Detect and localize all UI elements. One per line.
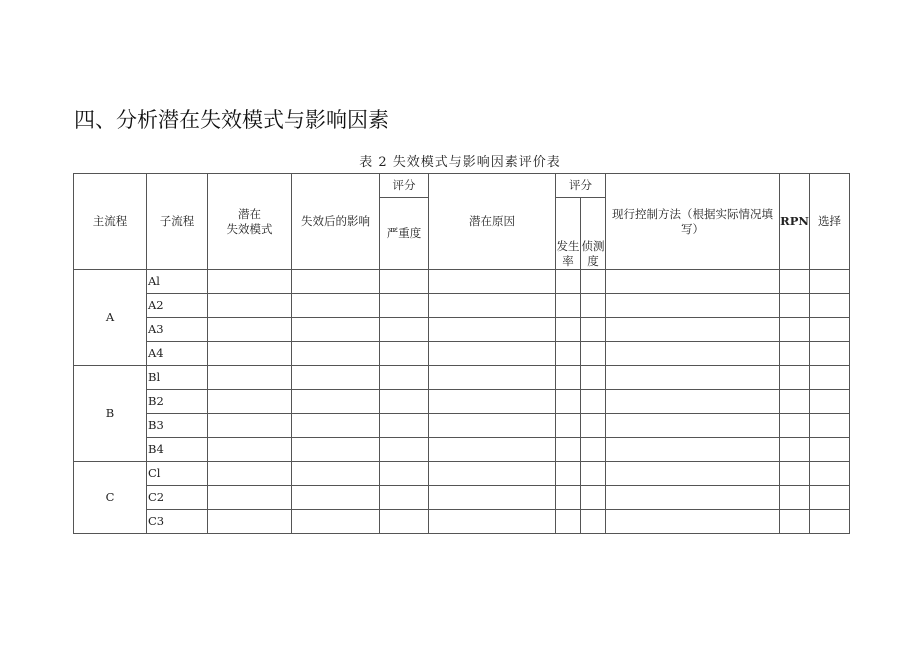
table-caption: 表 2 失效模式与影响因素评价表 (359, 155, 561, 170)
severity-cell[interactable] (380, 318, 429, 342)
sub-process-cell: Al (147, 270, 208, 294)
severity-cell[interactable] (380, 366, 429, 390)
header-detection-top: 侦测 (581, 239, 605, 253)
select-cell[interactable] (810, 510, 850, 534)
failure-mode-cell[interactable] (208, 342, 292, 366)
failure-mode-cell[interactable] (208, 294, 292, 318)
header-rpn: RPN (780, 174, 810, 270)
control-method-cell[interactable] (606, 438, 780, 462)
sub-process-cell: Cl (147, 462, 208, 486)
sub-process-cell: B2 (147, 390, 208, 414)
rpn-cell[interactable] (780, 270, 810, 294)
control-method-cell[interactable] (606, 510, 780, 534)
table-row (74, 510, 850, 534)
failure-mode-cell[interactable] (208, 366, 292, 390)
failure-mode-cell[interactable] (208, 270, 292, 294)
header-cause: 潜在原因 (429, 174, 556, 270)
severity-cell[interactable] (380, 390, 429, 414)
severity-cell[interactable] (380, 510, 429, 534)
rpn-cell[interactable] (780, 438, 810, 462)
fmea-table (73, 173, 850, 534)
occurrence-cell[interactable] (556, 414, 581, 438)
header-potential-line1: 潜在 (238, 206, 261, 221)
detection-cell[interactable] (581, 318, 606, 342)
header-select: 选择 (810, 174, 850, 270)
main-process-cell: B (74, 366, 147, 462)
header-main-process: 主流程 (74, 174, 147, 270)
rpn-cell[interactable] (780, 486, 810, 510)
sub-process-cell: C2 (147, 486, 208, 510)
failure-mode-cell[interactable] (208, 414, 292, 438)
detection-cell[interactable] (581, 390, 606, 414)
effect-cell[interactable] (292, 486, 380, 510)
occurrence-cell[interactable] (556, 390, 581, 414)
table-row (74, 438, 850, 462)
rpn-cell[interactable] (780, 318, 810, 342)
header-sub-process: 子流程 (147, 174, 208, 270)
header-detection-bottom: 度 (587, 254, 599, 268)
occurrence-cell[interactable] (556, 366, 581, 390)
sub-process-cell: Bl (147, 366, 208, 390)
header-rating-2: 评分 (556, 174, 606, 198)
occurrence-cell[interactable] (556, 318, 581, 342)
select-cell[interactable] (810, 438, 850, 462)
occurrence-cell[interactable] (556, 486, 581, 510)
sub-process-cell: C3 (147, 510, 208, 534)
detection-cell[interactable] (581, 294, 606, 318)
control-method-cell[interactable] (606, 414, 780, 438)
occurrence-cell[interactable] (556, 510, 581, 534)
rpn-cell[interactable] (780, 462, 810, 486)
control-method-cell[interactable] (606, 390, 780, 414)
cause-cell[interactable] (429, 270, 556, 294)
select-cell[interactable] (810, 318, 850, 342)
detection-cell[interactable] (581, 486, 606, 510)
header-effect: 失效后的影响 (292, 174, 380, 270)
failure-mode-cell[interactable] (208, 438, 292, 462)
sub-process-cell: B3 (147, 414, 208, 438)
effect-cell[interactable] (292, 462, 380, 486)
severity-cell[interactable] (380, 462, 429, 486)
cause-cell[interactable] (429, 366, 556, 390)
effect-cell[interactable] (292, 366, 380, 390)
cause-cell[interactable] (429, 510, 556, 534)
severity-cell[interactable] (380, 294, 429, 318)
cause-cell[interactable] (429, 486, 556, 510)
header-detection (581, 198, 606, 270)
select-cell[interactable] (810, 486, 850, 510)
rpn-cell[interactable] (780, 510, 810, 534)
detection-cell[interactable] (581, 414, 606, 438)
severity-cell[interactable] (380, 270, 429, 294)
control-method-cell[interactable] (606, 366, 780, 390)
table-row (74, 414, 850, 438)
failure-mode-cell[interactable] (208, 510, 292, 534)
effect-cell[interactable] (292, 390, 380, 414)
select-cell[interactable] (810, 342, 850, 366)
occurrence-cell[interactable] (556, 294, 581, 318)
table-row (74, 366, 850, 390)
effect-cell[interactable] (292, 342, 380, 366)
detection-cell[interactable] (581, 438, 606, 462)
sub-process-cell: A3 (147, 318, 208, 342)
detection-cell[interactable] (581, 342, 606, 366)
header-potential-line2: 失效模式 (226, 221, 273, 236)
cause-cell[interactable] (429, 414, 556, 438)
header-rating-1: 评分 (380, 174, 429, 198)
severity-cell[interactable] (380, 486, 429, 510)
control-method-cell[interactable] (606, 270, 780, 294)
control-method-cell[interactable] (606, 342, 780, 366)
effect-cell[interactable] (292, 294, 380, 318)
effect-cell[interactable] (292, 270, 380, 294)
header-occurrence-bottom: 率 (562, 254, 574, 268)
occurrence-cell[interactable] (556, 438, 581, 462)
effect-cell[interactable] (292, 318, 380, 342)
effect-cell[interactable] (292, 510, 380, 534)
detection-cell[interactable] (581, 510, 606, 534)
cause-cell[interactable] (429, 438, 556, 462)
effect-cell[interactable] (292, 414, 380, 438)
select-cell[interactable] (810, 366, 850, 390)
select-cell[interactable] (810, 390, 850, 414)
select-cell[interactable] (810, 414, 850, 438)
main-process-cell: C (74, 462, 147, 534)
effect-cell[interactable] (292, 438, 380, 462)
header-severity: 严重度 (380, 198, 429, 270)
rpn-cell[interactable] (780, 390, 810, 414)
occurrence-cell[interactable] (556, 270, 581, 294)
rpn-cell[interactable] (780, 294, 810, 318)
severity-cell[interactable] (380, 342, 429, 366)
failure-mode-cell[interactable] (208, 486, 292, 510)
failure-mode-cell[interactable] (208, 462, 292, 486)
rpn-cell[interactable] (780, 414, 810, 438)
control-method-cell[interactable] (606, 318, 780, 342)
detection-cell[interactable] (581, 366, 606, 390)
control-method-cell[interactable] (606, 486, 780, 510)
cause-cell[interactable] (429, 318, 556, 342)
table-row (74, 270, 850, 294)
failure-mode-cell[interactable] (208, 390, 292, 414)
header-potential-failure-mode (208, 174, 292, 270)
cause-cell[interactable] (429, 294, 556, 318)
failure-mode-cell[interactable] (208, 318, 292, 342)
section-heading: 四、分析潜在失效模式与影响因素 (74, 108, 389, 132)
severity-cell[interactable] (380, 414, 429, 438)
occurrence-cell[interactable] (556, 462, 581, 486)
table-row (74, 486, 850, 510)
control-method-cell[interactable] (606, 294, 780, 318)
control-method-cell[interactable] (606, 462, 780, 486)
severity-cell[interactable] (380, 438, 429, 462)
select-cell[interactable] (810, 270, 850, 294)
cause-cell[interactable] (429, 462, 556, 486)
table-row (74, 342, 850, 366)
sub-process-cell: B4 (147, 438, 208, 462)
select-cell[interactable] (810, 294, 850, 318)
cause-cell[interactable] (429, 390, 556, 414)
sub-process-cell: A4 (147, 342, 208, 366)
table-row (74, 318, 850, 342)
cause-cell[interactable] (429, 342, 556, 366)
header-occurrence-top: 发生 (556, 239, 580, 253)
rpn-cell[interactable] (780, 342, 810, 366)
header-control-method: 现行控制方法（根据实际情况填写） (606, 174, 780, 270)
header-occurrence (556, 198, 581, 270)
sub-process-cell: A2 (147, 294, 208, 318)
table-row (74, 390, 850, 414)
rpn-cell[interactable] (780, 366, 810, 390)
select-cell[interactable] (810, 462, 850, 486)
table-row (74, 294, 850, 318)
detection-cell[interactable] (581, 462, 606, 486)
table-row (74, 462, 850, 486)
detection-cell[interactable] (581, 270, 606, 294)
main-process-cell: A (74, 270, 147, 366)
occurrence-cell[interactable] (556, 342, 581, 366)
